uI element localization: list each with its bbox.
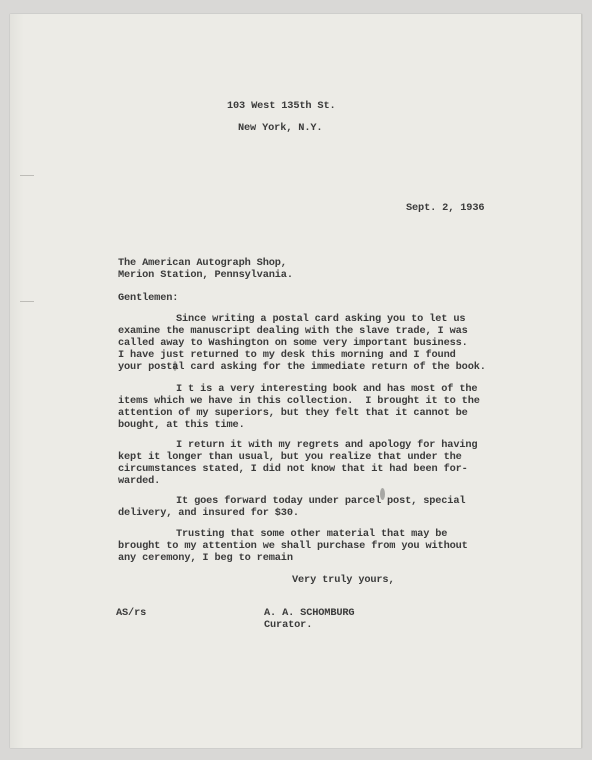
body-line: your postal card asking for the immediate return of the book. bbox=[118, 361, 486, 373]
body-line: brought to my attention we shall purchase from you without bbox=[118, 540, 468, 552]
address-street: 103 West 135th St. bbox=[227, 100, 336, 112]
signature-title: Curator. bbox=[264, 619, 313, 631]
page-right-edge bbox=[581, 14, 582, 748]
ink-smudge bbox=[380, 488, 385, 500]
body-line: I t is a very interesting book and has most of the bbox=[176, 383, 478, 395]
recipient-address: Merion Station, Pennsylvania. bbox=[118, 269, 293, 281]
paper-edge-shading bbox=[10, 14, 24, 748]
body-line: items which we have in this collection. I brought it to the bbox=[118, 395, 480, 407]
body-line: bought, at this time. bbox=[118, 419, 245, 431]
letter-date: Sept. 2, 1936 bbox=[406, 202, 485, 214]
body-line: Trusting that some other material that may be bbox=[176, 528, 448, 540]
signature-name: A. A. SCHOMBURG bbox=[264, 607, 355, 619]
body-line: kept it longer than usual, but you realize that under the bbox=[118, 451, 462, 463]
body-line: any ceremony, I beg to remain bbox=[118, 552, 293, 564]
body-line: I return it with my regrets and apology for having bbox=[176, 439, 478, 451]
salutation: Gentlemen: bbox=[118, 292, 179, 304]
body-line: delivery, and insured for $30. bbox=[118, 507, 299, 519]
closing: Very truly yours, bbox=[292, 574, 395, 586]
margin-mark bbox=[20, 301, 34, 302]
letter-page bbox=[10, 14, 582, 748]
body-line: circumstances stated, I did not know that it had been for- bbox=[118, 463, 468, 475]
body-line: warded. bbox=[118, 475, 161, 487]
body-line: Since writing a postal card asking you to let us bbox=[176, 313, 466, 325]
typist-initials: AS/rs bbox=[116, 607, 147, 619]
ink-smudge bbox=[173, 361, 177, 371]
address-city: New York, N.Y. bbox=[238, 122, 323, 134]
body-line: called away to Washington on some very important business. bbox=[118, 337, 468, 349]
body-line: examine the manuscript dealing with the slave trade, I was bbox=[118, 325, 468, 337]
recipient-name: The American Autograph Shop, bbox=[118, 257, 287, 269]
body-line: attention of my superiors, but they felt that it cannot be bbox=[118, 407, 468, 419]
body-line: I have just returned to my desk this morning and I found bbox=[118, 349, 456, 361]
margin-mark bbox=[20, 175, 34, 176]
body-line: It goes forward today under parcel post, special bbox=[176, 495, 466, 507]
